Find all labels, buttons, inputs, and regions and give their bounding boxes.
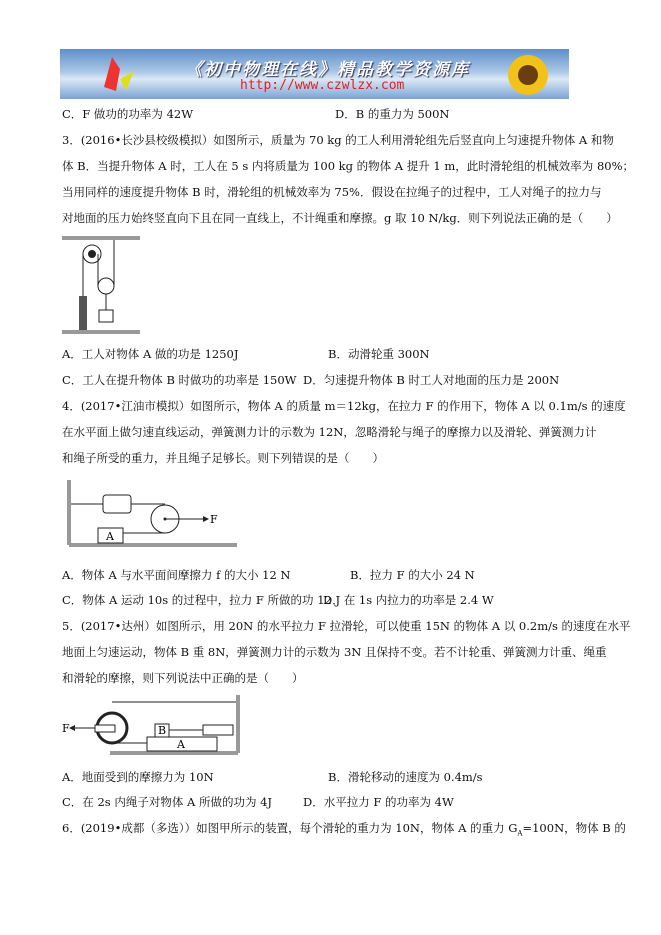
q6-text bbox=[62, 820, 626, 837]
option-d: D．B 的重力为 500N bbox=[335, 107, 450, 121]
block-a-label: A bbox=[177, 738, 185, 751]
option-a: A．地面受到的摩擦力为 10N bbox=[62, 770, 214, 784]
option-b: B．动滑轮重 300N bbox=[328, 347, 430, 361]
q3-text: 当用同样的速度提升物体 B 时，滑轮组的机械效率为 75%．假设在拉绳子的过程中，工人对绳子的拉力与 bbox=[62, 185, 602, 199]
logo-icon bbox=[90, 49, 150, 99]
q6-text-main: 6．(2019•成都（多选））如图甲所示的装置，每个滑轮的重力为 10N，物体 A 的重力 G bbox=[62, 821, 518, 835]
q4-text: 在水平面上做匀速直线运动，弹簧测力计的示数为 12N，忽略滑轮与绳子的摩擦力以及滑轮、弹簧测力计 bbox=[62, 425, 597, 439]
option-d: D．水平拉力 F 的功率为 4W bbox=[303, 795, 454, 809]
option-a: A．物体 A 与水平面间摩擦力 f 的大小 12 N bbox=[62, 568, 291, 582]
q6-subscript: A bbox=[517, 829, 523, 838]
force-label: F bbox=[62, 722, 70, 735]
q3-text: 3．(2016•长沙县校级模拟）如图所示，质量为 70 kg 的工人利用滑轮组先后竖直向上匀速提升物体 A 和物 bbox=[62, 133, 614, 147]
sunflower-icon bbox=[490, 49, 560, 99]
block-label: A bbox=[106, 530, 114, 543]
option-b: B．滑轮移动的速度为 0.4m/s bbox=[328, 770, 483, 784]
block-b-label: B bbox=[158, 724, 167, 737]
option-c: C．F 做功的功率为 42W bbox=[62, 107, 194, 121]
q3-pulley-figure bbox=[62, 236, 142, 336]
option-d: D．匀速提升物体 B 时工人对地面的压力是 200N bbox=[303, 373, 560, 387]
q4-spring-pulley-figure bbox=[55, 470, 255, 555]
option-a: A．工人对物体 A 做的功是 1250J bbox=[62, 347, 239, 361]
header-banner bbox=[60, 49, 569, 99]
banner-url: http://www.czwlzx.com bbox=[240, 78, 405, 93]
force-label: F bbox=[210, 513, 218, 526]
q5-text: 5．(2017•达州）如图所示，用 20N 的水平拉力 F 拉滑轮，可以使重 15N 的物体 A 以 0.2m/s 的速度在水平 bbox=[62, 619, 631, 633]
option-b: B．拉力 F 的大小 24 N bbox=[350, 568, 475, 582]
q3-text: 对地面的压力始终竖直向下且在同一直线上，不计绳重和摩擦。g 取 10 N/kg．则下列说法正确的是（ ） bbox=[62, 211, 618, 225]
q5-text: 地面上匀速运动，物体 B 重 8N，弹簧测力计的示数为 3N 且保持不变。若不计轮重、弹簧测力计重、绳重 bbox=[62, 645, 607, 659]
q4-text: 4．(2017•江油市模拟）如图所示，物体 A 的质量 m＝12kg，在拉力 F 的作用下，物体 A 以 0.1m/s 的速度 bbox=[62, 399, 626, 413]
q5-text: 和滑轮的摩擦，则下列说法中正确的是（ ） bbox=[62, 671, 304, 685]
banner-title: 《初中物理在线》精品教学资源库 bbox=[185, 60, 470, 80]
q5-pulley-figure bbox=[55, 690, 255, 760]
q6-text-rest: =100N，物体 B 的 bbox=[522, 821, 626, 835]
option-d: D．在 1s 内拉力的功率是 2.4 W bbox=[323, 593, 494, 607]
option-c: C．工人在提升物体 B 时做功的功率是 150W bbox=[62, 373, 297, 387]
option-c: C．物体 A 运动 10s 的过程中，拉力 F 所做的功 12 J bbox=[62, 593, 341, 607]
q3-text: 体 B．当提升物体 A 时，工人在 5 s 内将质量为 100 kg 的物体 A 提升 1 m，此时滑轮组的机械效率为 80%； bbox=[62, 159, 635, 173]
option-c: C．在 2s 内绳子对物体 A 所做的功为 4J bbox=[62, 795, 273, 809]
q4-text: 和绳子所受的重力，并且绳子足够长。则下列错误的是（ ） bbox=[62, 451, 384, 465]
